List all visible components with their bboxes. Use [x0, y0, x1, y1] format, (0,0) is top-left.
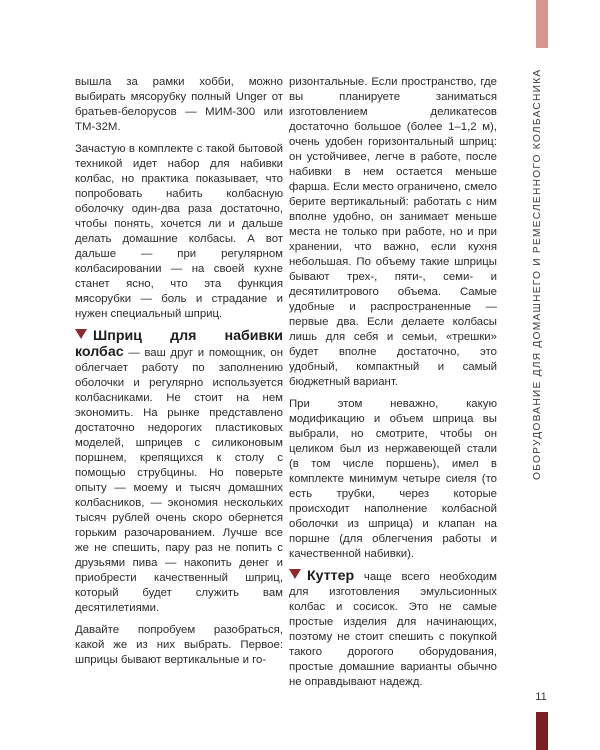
running-title: ОБОРУДОВАНИЕ ДЛЯ ДОМАШНЕГО И РЕМЕСЛЕННОГО КОЛБАСНИКА	[532, 68, 543, 480]
top-accent-bar	[536, 0, 548, 48]
right-paragraph-2: При этом неважно, какую модификацию и объем шприца вы выбрали, но смотрите, чтобы он целиком был из нержавеющей стали (в том числе поршень), имел в комплекте минимум четыре сиеля (то есть трубки, через которые происходит наполнение колбасной оболочки из шприца) и клапан на поршне (для облегчения работы и качественной набивки).	[289, 398, 497, 560]
right-column	[289, 75, 497, 697]
syringe-heading: Шприц для набивки колбас	[75, 328, 283, 360]
left-column	[75, 75, 283, 675]
triangle-bullet-icon	[289, 569, 301, 579]
cutter-heading: Куттер	[307, 568, 355, 584]
left-paragraph-1: вышла за рамки хобби, можно выбирать мясорубку полный Unger от братьев-белорусов — МИМ-300 или ТМ-32М.	[75, 76, 283, 133]
left-paragraph-4: Давайте попробуем разобраться, какой же из них выбрать. Первое: шприцы бывают вертикальные и го-	[75, 624, 283, 666]
right-paragraph-1: ризонтальные. Если пространство, где вы планируете заниматься изготовлением деликатесов достаточно большое (более 1–1,2 м), очень удобен горизонтальный шприц: он устойчивее, легче в работе, после набивки в нем остается меньше фарша. Если место ограничено, смело берите вертикальный: работать с ним вполне удобно, он занимает меньше места не только при работе, но и при хранении, что важно, если кухня небольшая. По объему такие шприцы бывают трех-, пяти-, семи- и десятилитрового объема. Самые удобные и распространенные — первые два. Если делаете колбасы лишь для себя и семьи, «трешки» будет вполне достаточно, это удобный, компактный и самый бюджетный вариант.	[289, 76, 497, 388]
syringe-section	[75, 329, 283, 616]
bottom-accent-bar	[536, 712, 548, 750]
syringe-paragraph: — ваш друг и помощник, он облегчает работу по заполнению оболочки и регулярно используется колбасниками. Не стоит на нем экономить. На рынке представлено достаточно недорогих пластиковых моделей, шприцев с силиконовым поршнем, крепящихся к столу с помощью струбцины. Но поверьте опыту — моему и тысяч домашних колбасников, — экономия нескольких тысяч рублей очень скоро обернется горьким разочарованием. Лучше все же не спешить, пару раз не попить с друзьями пива — накопить денег и приобрести качественный шприц, который будет служить вам десятилетиями.	[75, 347, 283, 614]
page-number: 11	[535, 691, 547, 703]
cutter-section	[289, 569, 497, 690]
cutter-paragraph: чаще всего необходим для изготовления эмульсионных колбас и сосисок. Это не самые простые изделия для начинающих, поэтому не стоит спешить с покупкой такого дорогого оборудования, простые домашние варианты обычно не оправдывают надежд.	[289, 571, 497, 688]
triangle-bullet-icon	[75, 329, 87, 339]
left-paragraph-2: Зачастую в комплекте с такой бытовой техникой идет набор для набивки колбас, но практика показывает, что попробовать набить колбасную оболочку один-два раза достаточно, чтобы понять, хочется ли и дальше делать домашние колбасы. А вот дальше — при регулярном колбасировании — на своей кухне станет ясно, что эта функция мясорубки — боль и страдание и нужен специальный шприц.	[75, 143, 283, 320]
